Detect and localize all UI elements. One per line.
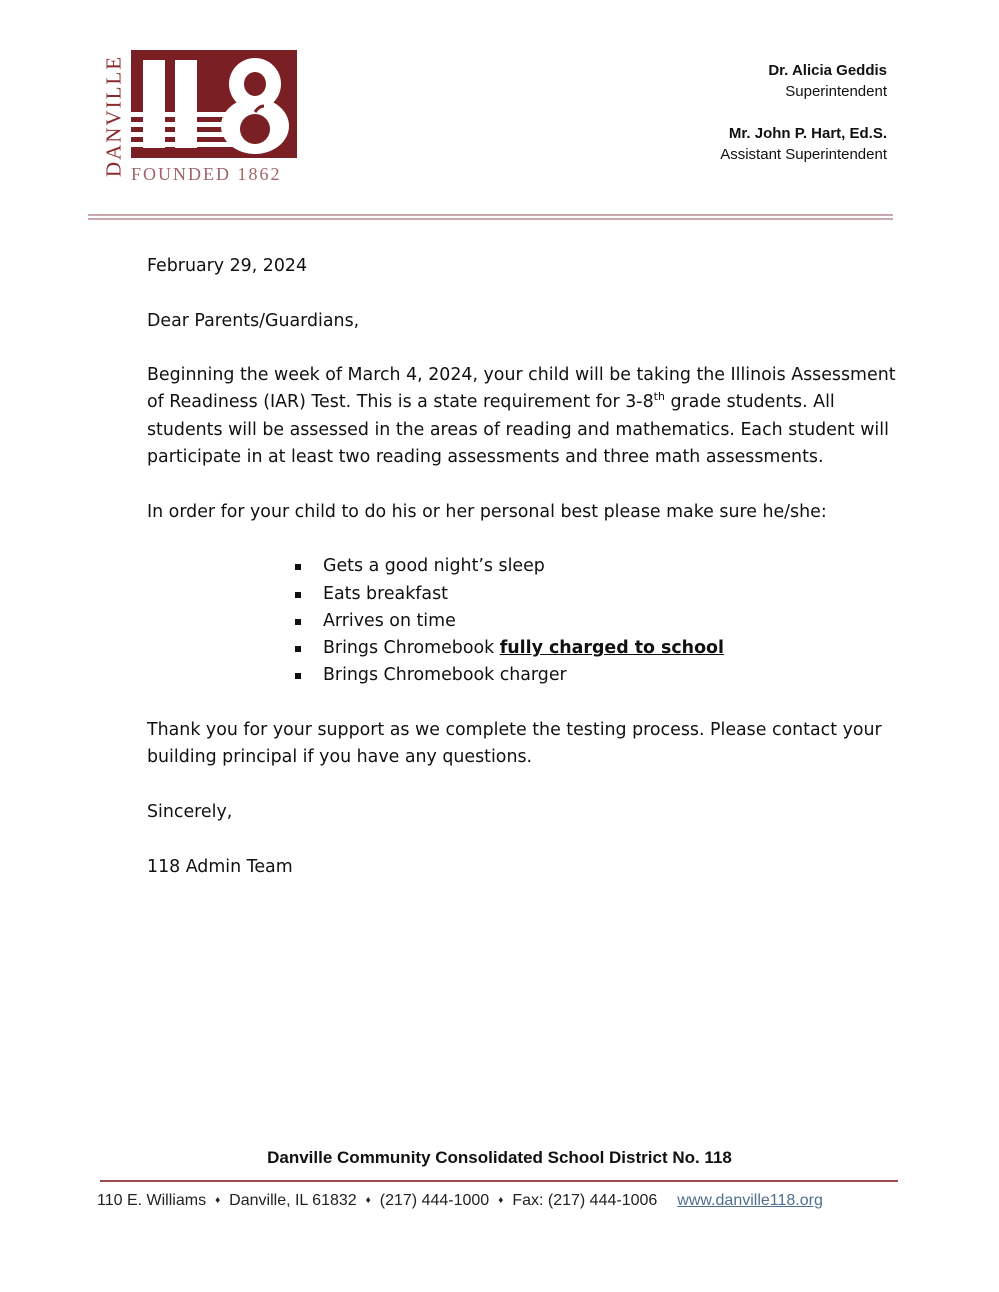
list-item: Brings Chromebook fully charged to school <box>295 635 907 662</box>
footer-city: Danville, IL 61832 <box>229 1192 357 1209</box>
superintendent-title: Superintendent <box>785 83 887 100</box>
letter-date: February 29, 2024 <box>147 256 308 276</box>
list-item: Arrives on time <box>295 608 907 635</box>
officials-block <box>720 60 887 165</box>
footer-contact: 110 E. Williams ♦ Danville, IL 61832 ♦ (217) 444-1000 ♦ Fax: (217) 444-1006 www.danville118.org <box>97 1192 823 1209</box>
list-item: Brings Chromebook charger <box>295 662 907 689</box>
checklist <box>147 553 907 689</box>
assistant-superintendent-name: Mr. John P. Hart, Ed.S. <box>728 125 887 142</box>
list-item: Gets a good night’s sleep <box>295 553 907 580</box>
header-divider <box>88 214 893 220</box>
footer-district-name: Danville Community Consolidated School District No. 118 <box>267 1148 732 1167</box>
footer-address: 110 E. Williams <box>97 1192 207 1209</box>
letter-paragraph-1: Beginning the week of March 4, 2024, your child will be taking the Illinois Assessment of Readiness (IAR) Test. This is a state requirement for 3-8th grade students. All students will be assessed in the areas of reading and mathematics. Each student will participate in at least two reading assessments and three math assessments. <box>147 365 896 468</box>
logo-side-text: DANVILLE <box>101 54 126 178</box>
footer-phone: (217) 444-1000 <box>379 1192 490 1209</box>
district-logo <box>131 50 297 158</box>
footer-divider <box>100 1180 898 1182</box>
assistant-superintendent-title: Assistant Superintendent <box>720 146 887 163</box>
footer-fax: Fax: (217) 444-1006 <box>512 1192 658 1209</box>
list-item: Eats breakfast <box>295 581 907 608</box>
letter-body <box>147 253 907 908</box>
logo-founded-text: FOUNDED 1862 <box>131 164 282 184</box>
letter-salutation: Dear Parents/Guardians, <box>147 310 360 331</box>
letter-paragraph-3: Thank you for your support as we complete the testing process. Please contact your building principal if you have any questions. <box>147 720 882 768</box>
superintendent-name: Dr. Alicia Geddis <box>768 62 887 79</box>
letter-signature: 118 Admin Team <box>147 856 293 877</box>
website-link[interactable]: www.danville118.org <box>677 1192 823 1209</box>
emphasis-text: fully charged to school <box>499 638 724 659</box>
letter-paragraph-2: In order for your child to do his or her personal best please make sure he/she: <box>147 501 827 522</box>
letter-closing: Sincerely, <box>147 801 233 822</box>
